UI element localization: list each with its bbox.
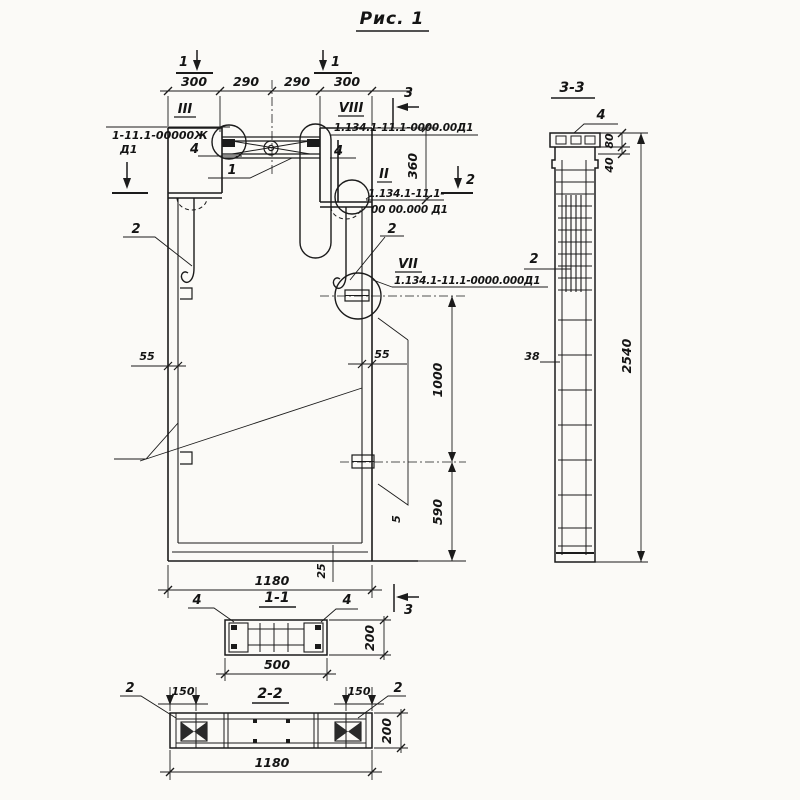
item-4-label-right: 4 xyxy=(334,144,344,159)
ref-text-iii-line1: 1-11.1-00000Ж xyxy=(112,129,208,142)
dim-1180-s22: 1180 xyxy=(254,755,290,770)
item-2-label-bar33: 2 xyxy=(529,252,539,267)
section-1-1-title: 1-1 xyxy=(264,590,290,606)
dim-360: 360 xyxy=(405,152,420,180)
dim-150-left: 150 xyxy=(171,685,195,698)
bar5-leader xyxy=(378,318,408,505)
item-4-s33: 4 xyxy=(596,108,606,123)
figure-title: Рис. 1 xyxy=(359,9,425,29)
ref-text-iii-line2: Д1 xyxy=(120,143,138,156)
dim-55-right: 55 xyxy=(374,348,390,361)
cut-1-label-left: 1 xyxy=(178,55,188,70)
dim-150-right: 150 xyxy=(347,685,371,698)
dim-290-right: 290 xyxy=(283,74,311,89)
item-2-label-left: 2 xyxy=(131,222,141,237)
dim-55-left: 55 xyxy=(139,350,155,363)
section-3-3 xyxy=(524,80,648,562)
dim-300-right: 300 xyxy=(333,74,361,89)
dim-2540: 2540 xyxy=(619,338,634,374)
item-leader-lines xyxy=(114,318,408,505)
section-1-1 xyxy=(188,590,391,681)
item-2-s22-left: 2 xyxy=(125,681,135,696)
rib-leaders xyxy=(114,388,362,461)
ref-text-viii: 1.134.1-11.1-0000.00Д1 xyxy=(334,122,474,134)
ref-text-ii-line2: 00 00.000 Д1 xyxy=(371,204,448,216)
ref-text-vii: 1.134.1-11.1-0000.000Д1 xyxy=(394,275,541,287)
ref-text-ii-line1: 1.134.1-11.1- xyxy=(368,188,445,200)
dim-40: 40 xyxy=(603,157,616,173)
balloon-node-ii xyxy=(335,180,369,214)
dim-290-left: 290 xyxy=(232,74,260,89)
cut-2-label-right: 2 xyxy=(466,173,476,188)
node-label-ii: II xyxy=(379,167,389,182)
node-label-iii: III xyxy=(177,102,193,117)
dim-200-s22: 200 xyxy=(379,717,394,745)
node-label-viii: VIII xyxy=(338,101,364,116)
cut-3-label-bottom: 3 xyxy=(404,603,414,618)
dim-1180-main: 1180 xyxy=(254,573,290,588)
item-1-label: 1 xyxy=(227,163,237,178)
dim-200-s11: 200 xyxy=(362,624,377,652)
dim-1000: 1000 xyxy=(430,362,445,398)
dim-80: 80 xyxy=(603,133,616,149)
beam-end-plate-left xyxy=(222,139,235,147)
dim-25: 25 xyxy=(315,563,328,579)
beam-end-plate-right xyxy=(307,139,320,147)
cut-1-label-right: 1 xyxy=(331,55,341,70)
hook-left xyxy=(181,198,194,282)
item-callouts xyxy=(123,158,407,582)
rebar-ladder xyxy=(558,320,592,546)
item-4-label-left: 4 xyxy=(190,142,200,157)
lifting-hooks xyxy=(177,198,361,288)
edge-inserts xyxy=(180,288,466,468)
hook-right xyxy=(333,207,346,288)
dim-500: 500 xyxy=(263,657,291,672)
cut-3-label-top: 3 xyxy=(404,86,414,101)
section-2-2-title: 2-2 xyxy=(257,686,283,702)
dim-300-left: 300 xyxy=(180,74,208,89)
item-2-label-right: 2 xyxy=(387,222,397,237)
figure-title-block xyxy=(356,9,429,31)
section-2-2 xyxy=(120,681,408,780)
insert-left-upper xyxy=(180,288,192,299)
section-3-3-title: 3-3 xyxy=(559,80,585,96)
item-4-s11-left: 4 xyxy=(192,593,202,608)
node-label-vii: VII xyxy=(398,257,418,272)
insert-left-lower xyxy=(180,452,192,464)
item-38-label: 38 xyxy=(524,350,540,363)
item-5-label: 5 xyxy=(390,515,403,523)
item-4-s11-right: 4 xyxy=(342,593,352,608)
hook-anchor-arc-left xyxy=(177,198,207,210)
dim-590: 590 xyxy=(430,498,445,526)
item-2-s22-right: 2 xyxy=(393,681,403,696)
